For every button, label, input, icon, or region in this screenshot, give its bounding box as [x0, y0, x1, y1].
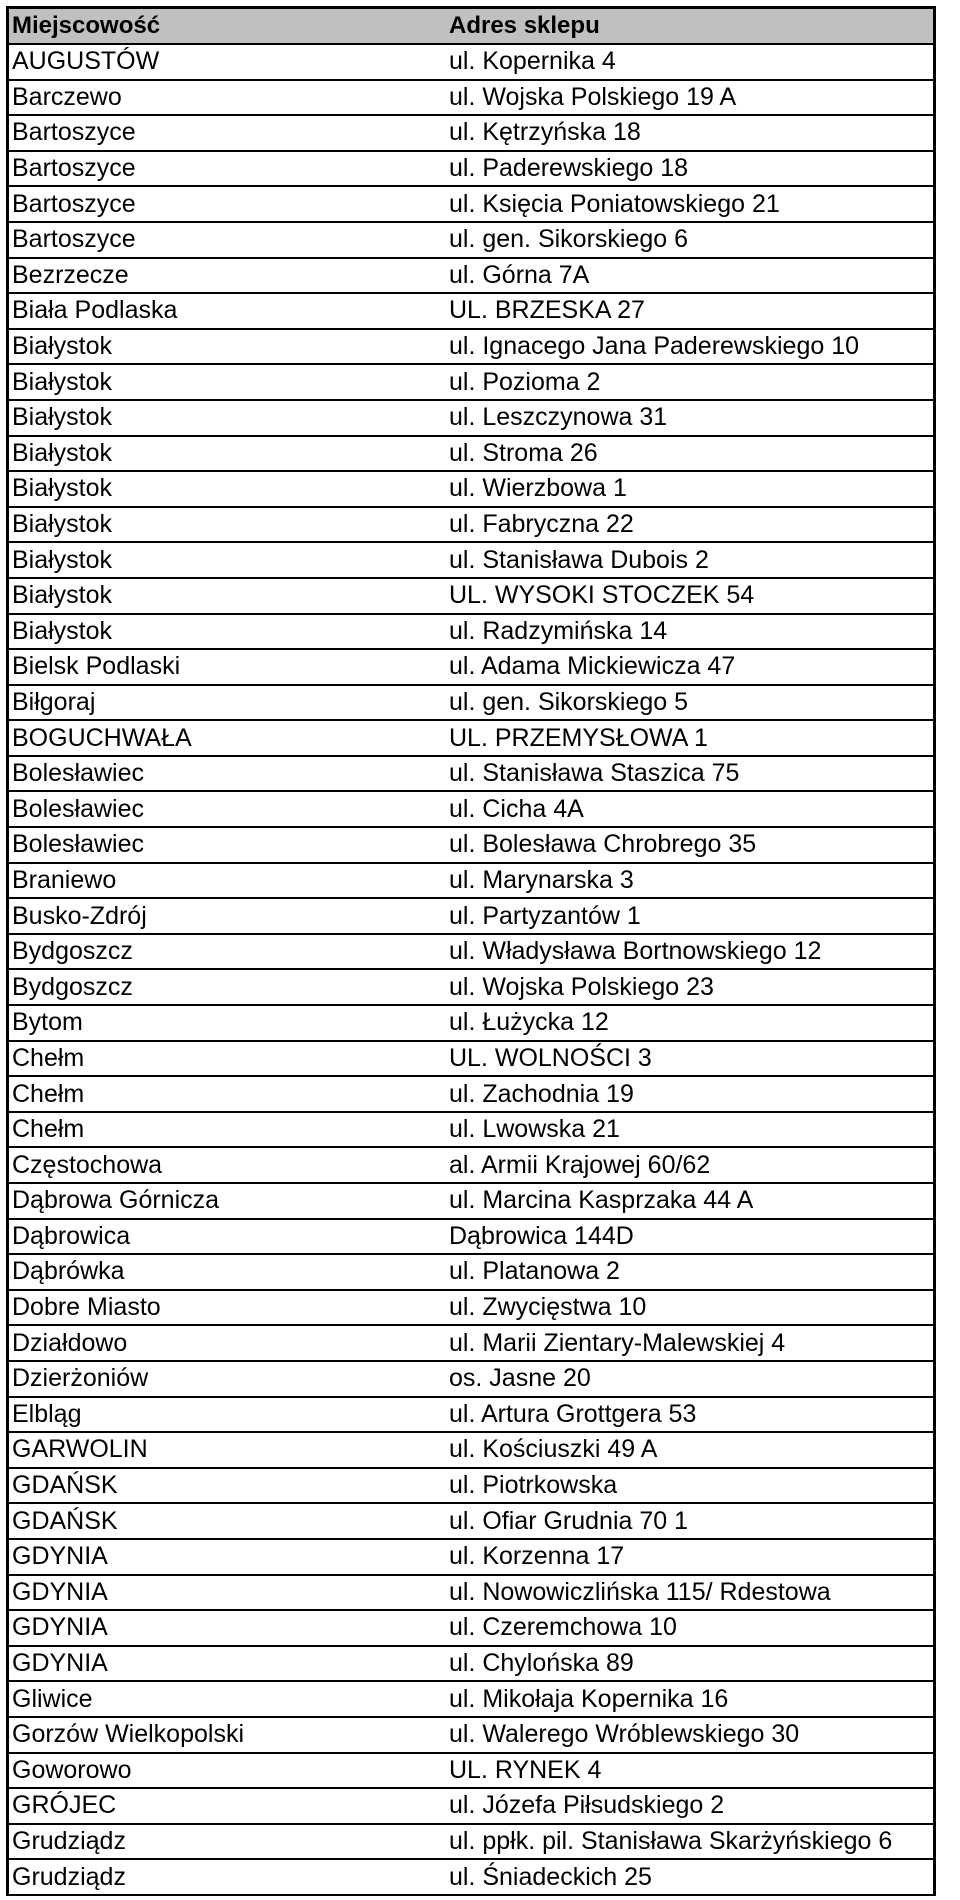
header-address: Adres sklepu: [449, 12, 600, 39]
address-cell: UL. PRZEMYSŁOWA 1: [449, 723, 708, 752]
city-cell: GDYNIA: [12, 1577, 108, 1606]
address-cell: ul. Władysława Bortnowskiego 12: [449, 937, 822, 966]
address-cell: ul. Górna 7A: [449, 260, 590, 289]
table-row: [9, 1504, 933, 1540]
table-row: [9, 1148, 933, 1184]
address-cell: UL. WYSOKI STOCZEK 54: [449, 581, 755, 610]
city-cell: Chełm: [12, 1079, 85, 1108]
city-cell: Częstochowa: [12, 1150, 163, 1179]
address-cell: ul. gen. Sikorskiego 5: [449, 687, 689, 716]
address-cell: ul. Marcina Kasprzaka 44 A: [449, 1186, 754, 1215]
table-row: [9, 1291, 933, 1327]
address-cell: ul. Bolesława Chrobrego 35: [449, 830, 757, 859]
table-row: [9, 1789, 933, 1825]
table-row: [9, 437, 933, 473]
table-row: [9, 294, 933, 330]
address-cell: ul. Stanisława Staszica 75: [449, 759, 740, 788]
header-city: Miejscowość: [12, 12, 161, 39]
address-cell: ul. Partyzantów 1: [449, 901, 641, 930]
address-cell: ul. Józefa Piłsudskiego 2: [449, 1791, 725, 1820]
address-cell: ul. Nowowiczlińska 115/ Rdestowa: [449, 1577, 831, 1606]
address-cell: ul. Fabryczna 22: [449, 510, 634, 539]
address-cell: Dąbrowica 144D: [449, 1221, 634, 1250]
city-cell: Bolesławiec: [12, 759, 145, 788]
city-cell: Białystok: [12, 367, 113, 396]
address-cell: ul. gen. Sikorskiego 6: [449, 225, 689, 254]
table-row: [9, 1754, 933, 1790]
city-cell: Biłgoraj: [12, 687, 96, 716]
address-cell: ul. Korzenna 17: [449, 1542, 625, 1571]
address-cell: ul. Chylońska 89: [449, 1649, 634, 1678]
city-cell: Dąbrowa Górnicza: [12, 1186, 220, 1215]
table-row: [9, 81, 933, 117]
table-row: [9, 970, 933, 1006]
city-cell: GARWOLIN: [12, 1435, 148, 1464]
table-row: [9, 1682, 933, 1718]
address-cell: ul. Paderewskiego 18: [449, 154, 689, 183]
address-cell: ul. Zwycięstwa 10: [449, 1293, 647, 1322]
address-cell: ul. Kętrzyńska 18: [449, 118, 641, 147]
table-row: [9, 792, 933, 828]
address-cell: ul. Łużycka 12: [449, 1008, 609, 1037]
table-row: [9, 543, 933, 579]
city-cell: GDYNIA: [12, 1542, 108, 1571]
address-cell: UL. BRZESKA 27: [449, 296, 645, 325]
address-cell: ul. Czeremchowa 10: [449, 1613, 677, 1642]
table-row: [9, 45, 933, 81]
table-row: [9, 1647, 933, 1683]
table-row: [9, 1469, 933, 1505]
city-cell: GDYNIA: [12, 1613, 108, 1642]
city-cell: Dzierżoniów: [12, 1364, 149, 1393]
address-cell: os. Jasne 20: [449, 1364, 591, 1393]
city-cell: Dąbrówka: [12, 1257, 125, 1286]
table-row: [9, 864, 933, 900]
address-cell: ul. Kopernika 4: [449, 47, 616, 76]
table-row: [9, 1006, 933, 1042]
address-cell: ul. Platanowa 2: [449, 1257, 620, 1286]
table-row: [9, 615, 933, 651]
table-row: [9, 365, 933, 401]
table-row: [9, 1718, 933, 1754]
address-cell: ul. ppłk. pil. Stanisława Skarżyńskiego 6: [449, 1826, 893, 1855]
table-row: [9, 401, 933, 437]
city-cell: Białystok: [12, 403, 113, 432]
address-cell: ul. Stroma 26: [449, 438, 598, 467]
address-cell: ul. Lwowska 21: [449, 1115, 620, 1144]
table-row: [9, 223, 933, 259]
table-row: [9, 259, 933, 295]
table-row: [9, 721, 933, 757]
city-cell: Bytom: [12, 1008, 83, 1037]
address-cell: UL. WOLNOŚCI 3: [449, 1043, 652, 1072]
table-row: [9, 1184, 933, 1220]
address-cell: ul. Ofiar Grudnia 70 1: [449, 1506, 689, 1535]
city-cell: Grudziądz: [12, 1826, 126, 1855]
table-row: [9, 899, 933, 935]
address-cell: ul. Śniadeckich 25: [449, 1862, 652, 1891]
address-cell: ul. Marynarska 3: [449, 865, 634, 894]
table-row: [9, 1220, 933, 1256]
table-row: [9, 935, 933, 971]
city-cell: Elbląg: [12, 1399, 82, 1428]
table-row: [9, 1398, 933, 1434]
table-row: [9, 828, 933, 864]
city-cell: Bydgoszcz: [12, 937, 133, 966]
city-cell: Bartoszyce: [12, 189, 136, 218]
table-body: [9, 45, 933, 1896]
table-row: [9, 1077, 933, 1113]
address-cell: ul. Leszczynowa 31: [449, 403, 668, 432]
city-cell: Grudziądz: [12, 1862, 126, 1891]
city-cell: BOGUCHWAŁA: [12, 723, 192, 752]
address-cell: UL. RYNEK 4: [449, 1755, 602, 1784]
city-cell: Białystok: [12, 438, 113, 467]
city-cell: Bydgoszcz: [12, 972, 133, 1001]
city-cell: Bolesławiec: [12, 830, 145, 859]
city-cell: AUGUSTÓW: [12, 47, 160, 76]
table-row: [9, 1825, 933, 1861]
city-cell: Białystok: [12, 616, 113, 645]
city-cell: Bezrzecze: [12, 260, 129, 289]
address-cell: ul. Wojska Polskiego 19 A: [449, 82, 737, 111]
table-row: [9, 508, 933, 544]
address-cell: ul. Wierzbowa 1: [449, 474, 627, 503]
city-cell: Dobre Miasto: [12, 1293, 161, 1322]
table-row: [9, 1540, 933, 1576]
city-cell: GDAŃSK: [12, 1506, 118, 1535]
city-cell: Barczewo: [12, 82, 122, 111]
city-cell: Działdowo: [12, 1328, 128, 1357]
city-cell: Bartoszyce: [12, 225, 136, 254]
city-cell: Biała Podlaska: [12, 296, 178, 325]
store-address-table: [6, 6, 936, 1896]
city-cell: Białystok: [12, 510, 113, 539]
table-row: [9, 1255, 933, 1291]
city-cell: Goworowo: [12, 1755, 132, 1784]
address-cell: ul. Stanisława Dubois 2: [449, 545, 709, 574]
city-cell: Braniewo: [12, 865, 117, 894]
city-cell: Dąbrowica: [12, 1221, 131, 1250]
city-cell: Chełm: [12, 1115, 85, 1144]
table-row: [9, 1433, 933, 1469]
table-row: [9, 1042, 933, 1078]
address-cell: ul. Piotrkowska: [449, 1471, 618, 1500]
address-cell: ul. Wojska Polskiego 23: [449, 972, 714, 1001]
table-row: [9, 1113, 933, 1149]
address-cell: ul. Zachodnia 19: [449, 1079, 634, 1108]
table-row: [9, 152, 933, 188]
city-cell: GDAŃSK: [12, 1471, 118, 1500]
address-cell: ul. Cicha 4A: [449, 794, 584, 823]
city-cell: Bielsk Podlaski: [12, 652, 181, 681]
table-row: [9, 187, 933, 223]
table-row: [9, 650, 933, 686]
address-cell: ul. Księcia Poniatowskiego 21: [449, 189, 780, 218]
address-cell: ul. Adama Mickiewicza 47: [449, 652, 736, 681]
city-cell: Białystok: [12, 581, 113, 610]
city-cell: GRÓJEC: [12, 1791, 117, 1820]
table-row: [9, 116, 933, 152]
city-cell: Gorzów Wielkopolski: [12, 1720, 245, 1749]
table-row: [9, 1576, 933, 1612]
table-row: [9, 472, 933, 508]
city-cell: Bartoszyce: [12, 118, 136, 147]
address-cell: ul. Ignacego Jana Paderewskiego 10: [449, 332, 860, 361]
address-cell: ul. Kościuszki 49 A: [449, 1435, 658, 1464]
city-cell: Białystok: [12, 332, 113, 361]
table-row: [9, 1326, 933, 1362]
city-cell: Białystok: [12, 545, 113, 574]
address-cell: ul. Mikołaja Kopernika 16: [449, 1684, 729, 1713]
address-cell: ul. Pozioma 2: [449, 367, 601, 396]
table-row: [9, 686, 933, 722]
city-cell: Gliwice: [12, 1684, 93, 1713]
table-row: [9, 1611, 933, 1647]
table-row: [9, 579, 933, 615]
address-cell: al. Armii Krajowej 60/62: [449, 1150, 711, 1179]
city-cell: Bolesławiec: [12, 794, 145, 823]
city-cell: GDYNIA: [12, 1649, 108, 1678]
city-cell: Białystok: [12, 474, 113, 503]
address-cell: ul. Artura Grottgera 53: [449, 1399, 697, 1428]
city-cell: Busko-Zdrój: [12, 901, 147, 930]
table-header-row: [9, 9, 933, 45]
city-cell: Bartoszyce: [12, 154, 136, 183]
city-cell: Chełm: [12, 1043, 85, 1072]
table-row: [9, 757, 933, 793]
address-cell: ul. Walerego Wróblewskiego 30: [449, 1720, 800, 1749]
table-row: [9, 1362, 933, 1398]
table-row: [9, 1860, 933, 1896]
address-cell: ul. Radzymińska 14: [449, 616, 668, 645]
address-cell: ul. Marii Zientary-Malewskiej 4: [449, 1328, 786, 1357]
table-row: [9, 330, 933, 366]
